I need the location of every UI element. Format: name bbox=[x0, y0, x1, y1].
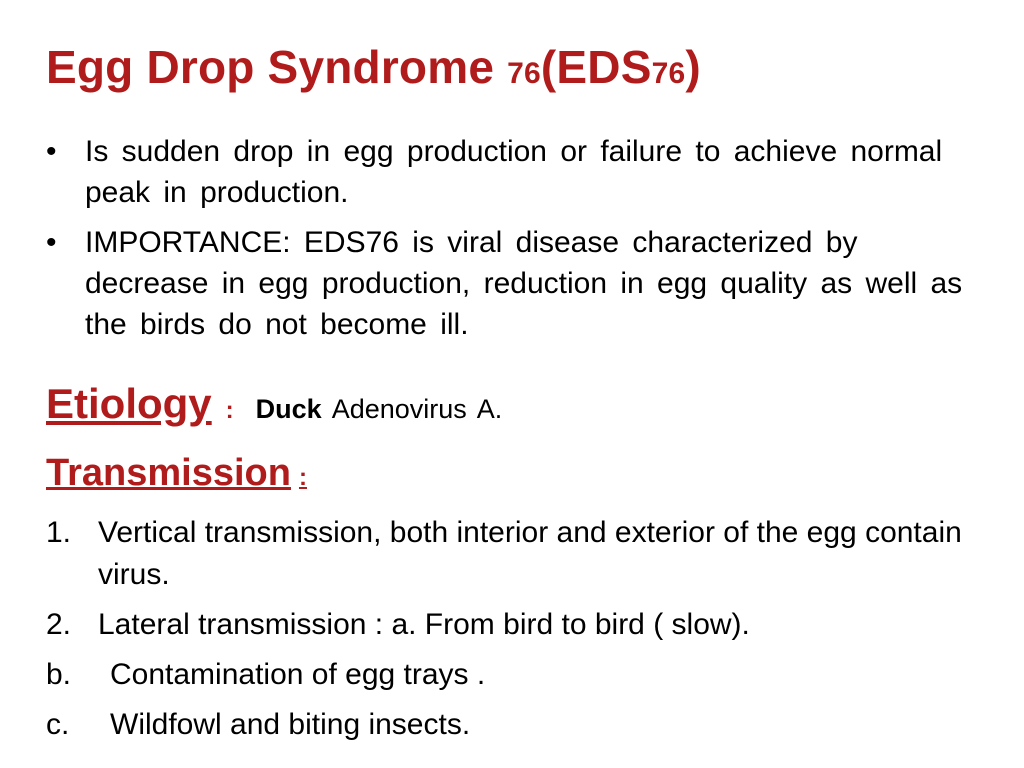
transmission-section bbox=[46, 452, 307, 495]
transmission-colon: : bbox=[298, 464, 307, 491]
list-marker: 1. bbox=[46, 516, 72, 549]
bullet-marker: • bbox=[46, 226, 57, 259]
etiology-section bbox=[46, 380, 502, 428]
bullet-marker: • bbox=[46, 135, 57, 168]
etiology-text: Adenovirus A. bbox=[331, 394, 503, 424]
list-item bbox=[46, 512, 986, 596]
list-marker: b. bbox=[46, 658, 72, 691]
title-abbrev: (EDS bbox=[540, 41, 652, 93]
transmission-heading: Transmission bbox=[46, 452, 291, 494]
list-item-text: Vertical transmission, both interior and exterior of the egg contain virus. bbox=[98, 516, 962, 591]
etiology-heading: Etiology bbox=[46, 380, 212, 427]
etiology-colon: : bbox=[225, 397, 234, 424]
list-item bbox=[46, 654, 986, 696]
list-item bbox=[46, 604, 986, 646]
bullet-definition bbox=[46, 131, 986, 213]
list-marker: 2. bbox=[46, 608, 72, 641]
bullet-text: Is sudden drop in egg production or failure to achieve normal peak in production. bbox=[85, 135, 943, 209]
slide-title bbox=[46, 40, 701, 94]
bullet-importance bbox=[46, 222, 986, 345]
list-marker: c. bbox=[46, 708, 70, 741]
list-item-text: Contamination of egg trays . bbox=[110, 658, 486, 691]
list-item-text: Wildfowl and biting insects. bbox=[110, 708, 471, 741]
title-number: 76 bbox=[507, 57, 541, 90]
title-main: Egg Drop Syndrome bbox=[46, 41, 508, 93]
title-close-paren: ) bbox=[685, 41, 701, 93]
etiology-bold-text: Duck bbox=[255, 394, 322, 424]
title-abbrev-number: 76 bbox=[651, 57, 686, 90]
definition-bullets bbox=[46, 131, 986, 354]
list-item-text: Lateral transmission : a. From bird to bird ( slow). bbox=[98, 608, 750, 641]
transmission-list bbox=[46, 512, 986, 754]
list-item bbox=[46, 704, 986, 746]
bullet-text: IMPORTANCE: EDS76 is viral disease characterized by decrease in egg production, reduction in egg quality as well as the birds do not become ill. bbox=[85, 226, 963, 341]
